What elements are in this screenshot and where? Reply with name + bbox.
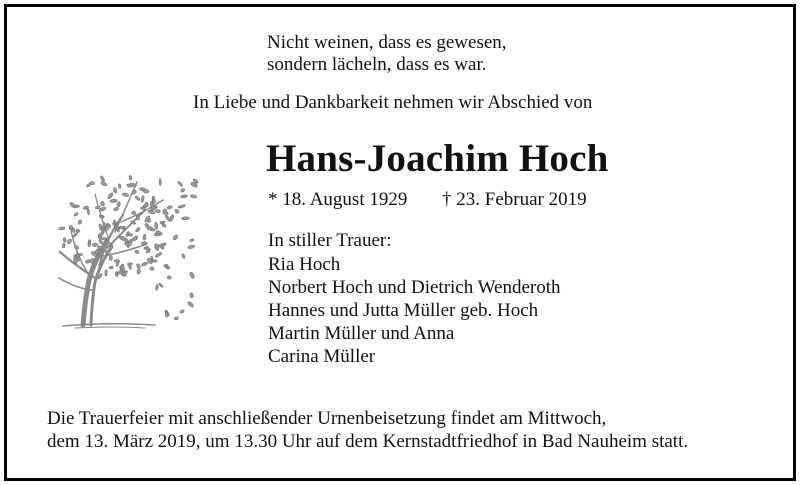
leaf	[181, 253, 185, 258]
leaf	[154, 222, 158, 229]
windblown-tree-icon	[45, 160, 200, 330]
leaf	[103, 222, 105, 228]
intro-text: In Liebe und Dankbarkeit nehmen wir Abschied von	[193, 92, 593, 113]
leaf	[114, 259, 120, 262]
leaf	[113, 207, 119, 212]
mourner-name: Carina Müller	[268, 346, 376, 367]
leaf	[135, 227, 141, 233]
leaf	[107, 192, 114, 200]
leaf	[117, 201, 121, 207]
birth-date: * 18. August 1929	[268, 189, 408, 210]
leaf	[99, 214, 105, 218]
leaf	[122, 192, 129, 197]
leaf	[148, 210, 156, 215]
leaf	[156, 210, 161, 213]
leaf	[154, 243, 159, 251]
leaf	[77, 219, 82, 224]
leaf	[141, 241, 147, 245]
quote-line-2: sondern lächeln, dass es war.	[267, 54, 487, 75]
leaf	[167, 205, 173, 209]
leaf	[155, 252, 163, 258]
death-date: † 23. Februar 2019	[442, 189, 587, 210]
deceased-name: Hans-Joachim Hoch	[266, 137, 609, 180]
leaf	[154, 233, 160, 236]
leaf	[100, 181, 107, 187]
leaf	[69, 202, 77, 209]
mourner-name: Martin Müller und Anna	[268, 323, 455, 344]
leaf	[128, 233, 133, 236]
leaf	[119, 226, 124, 229]
leaf	[139, 187, 146, 191]
leaf	[67, 238, 73, 244]
leaf	[100, 175, 105, 182]
leaf	[141, 261, 148, 266]
leaf	[101, 237, 107, 240]
leaf	[149, 267, 154, 271]
leaf	[109, 266, 113, 269]
leaf	[155, 284, 158, 290]
leaf	[87, 208, 90, 214]
leaf	[69, 225, 73, 230]
leaf	[180, 188, 185, 193]
leaf	[177, 181, 183, 187]
leaf	[128, 265, 131, 270]
mourner-name: Ria Hoch	[268, 254, 341, 275]
funeral-info-line-1: Die Trauerfeier mit anschließender Urnenbeisetzung findet am Mittwoch,	[47, 408, 607, 429]
leaf	[190, 194, 197, 198]
leaf	[135, 250, 140, 254]
leaf	[182, 217, 190, 220]
mourners-heading: In stiller Trauer:	[268, 230, 392, 251]
leaf	[190, 292, 194, 298]
leaf	[174, 209, 180, 214]
leaf	[190, 239, 195, 242]
leaf	[181, 194, 188, 198]
leaf	[118, 184, 121, 189]
leaf	[113, 187, 118, 193]
leaf	[125, 243, 132, 246]
leaf	[88, 240, 91, 247]
leaf	[178, 204, 186, 208]
leaf	[188, 245, 195, 249]
leaf	[167, 276, 171, 280]
leaf	[189, 271, 195, 278]
leaf	[132, 211, 136, 214]
leaf	[137, 269, 141, 274]
leaf	[62, 243, 65, 248]
leaf	[141, 195, 145, 202]
leaf	[109, 256, 112, 261]
leaf	[179, 309, 184, 314]
quote-line-1: Nicht weinen, dass es gewesen,	[267, 32, 507, 53]
mourner-name: Hannes und Jutta Müller geb. Hoch	[268, 300, 539, 321]
leaf	[74, 245, 80, 250]
leaf	[159, 179, 162, 186]
leaf	[129, 175, 133, 180]
leaf	[165, 312, 168, 318]
leaf	[110, 199, 118, 203]
leaf	[187, 301, 194, 308]
leaf	[143, 234, 146, 240]
leaf	[172, 234, 178, 241]
leaf	[136, 263, 141, 269]
leaf	[72, 232, 78, 238]
leaf	[135, 196, 141, 202]
leaf	[73, 212, 78, 216]
leaf	[63, 237, 67, 242]
leaf	[58, 227, 65, 230]
leaf	[158, 283, 163, 288]
mourner-name: Norbert Hoch und Dietrich Wenderoth	[268, 277, 561, 298]
leaf	[174, 316, 179, 320]
leaf	[105, 270, 107, 276]
mourners-list	[268, 253, 561, 368]
leaf	[90, 181, 95, 185]
leaf	[100, 201, 104, 206]
leaf	[92, 243, 98, 247]
funeral-info-line-2: dem 13. März 2019, um 13.30 Uhr auf dem Kernstadtfriedhof in Bad Nauheim statt.	[47, 431, 689, 452]
